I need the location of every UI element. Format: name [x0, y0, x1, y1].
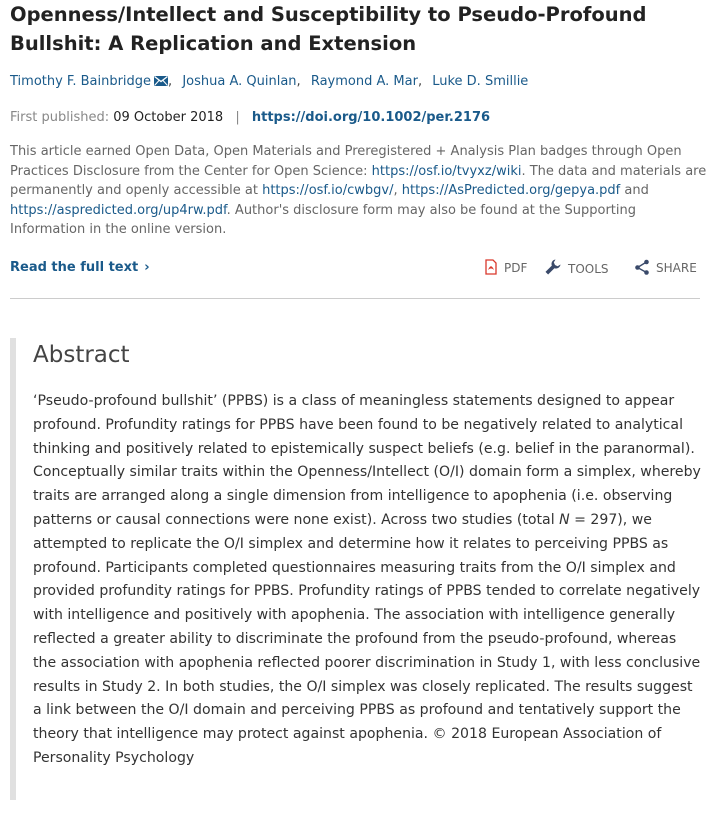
first-published-date: 09 October 2018 — [113, 110, 224, 125]
chevron-right-icon: › — [144, 260, 150, 275]
mail-icon[interactable] — [154, 76, 168, 86]
abstract-text — [33, 390, 703, 771]
read-full-text-link[interactable] — [10, 258, 150, 278]
article-actions-bar — [10, 258, 700, 280]
author-separator: , — [168, 74, 173, 89]
osf-data-link[interactable]: https://osf.io/cwbgv/ — [262, 183, 394, 198]
doi-link[interactable]: https://doi.org/10.1002/per.2176 — [251, 110, 491, 125]
abstract-italic-n: N — [559, 511, 570, 528]
author-separator: , — [417, 74, 423, 89]
aspredicted-gepya-link[interactable]: https://AsPredicted.org/gepya.pdf — [401, 183, 621, 198]
abstract-heading: Abstract — [33, 342, 130, 368]
disclosure-text: . Author's disclosure form may also be found at the Supporting Information in the online version. — [10, 202, 636, 237]
osf-wiki-link[interactable]: https://osf.io/tvyxz/wiki — [371, 163, 522, 179]
author-link-mar[interactable]: Raymond A. Mar — [310, 74, 418, 89]
pdf-label: PDF — [504, 261, 528, 275]
tools-label: TOOLS — [568, 262, 609, 276]
share-button[interactable] — [634, 258, 697, 278]
share-icon — [634, 259, 650, 275]
pub-divider: | — [235, 110, 240, 125]
disclosure-text: , — [393, 183, 402, 198]
author-separator: , — [296, 74, 301, 89]
first-published-label: First published: — [10, 110, 110, 125]
section-divider — [10, 298, 700, 299]
author-list — [10, 72, 710, 92]
disclosure-text: This article earned Open Data, Open Materials and Preregistered + Analysis Plan badges through Open Practices Disclosure from the Center for Open Science: — [10, 144, 682, 179]
share-label: SHARE — [656, 261, 697, 275]
open-practices-disclosure — [10, 142, 710, 240]
disclosure-text: and — [620, 183, 649, 198]
pdf-icon — [484, 259, 498, 275]
abstract-text-part: = 297), we attempted to replicate the O/I simplex and determine how it relates to perceiving PPBS as profound. Participants completed questionnaires measuring traits from the O/I simplex and provided profundity ratings for PPBS. Profundity ratings of PPBS tended to correlate negatively with intelligence and positively with apophenia. The association with intelligence generally reflected a greater ability to discriminate the profound from the pseudo-profound, whereas the association with apophenia reflected poorer discrimination in Study 1, with less conclusive results in Study 2. In both studies, the O/I simplex was closely replicated. The results suggest a link between the O/I domain and perceiving PPBS as profound and tentatively support the theory that intelligence may protect against apophenia. © 2018 European Association of Personality Psychology — [33, 511, 701, 766]
pdf-button[interactable] — [484, 258, 527, 278]
abstract-text-part: ‘Pseudo-profound bullshit’ (PPBS) is a class of meaningless statements designed to appear profound. Profundity ratings for PPBS have been found to be negatively related to analytical thinking and positively related to epistemically suspect beliefs (e.g. belief in the paranormal). Conceptually similar traits within the Openness/Intellect (O/I) domain form a simplex, whereby traits are arranged along a single dimension from intelligence to apophenia (i.e. observing patterns or causal connections were none exist). Across two studies (total — [33, 393, 701, 528]
abstract-section — [10, 338, 705, 800]
author-link-quinlan[interactable]: Joshua A. Quinlan — [182, 74, 297, 89]
author-link-smillie[interactable]: Luke D. Smillie — [432, 74, 529, 89]
publication-info — [10, 108, 710, 128]
tools-button[interactable] — [544, 258, 609, 279]
wrench-icon — [544, 258, 562, 276]
aspredicted-up4rw-link[interactable]: https://aspredicted.org/up4rw.pdf — [10, 202, 227, 218]
disclosure-text: . The data and materials are permanently and openly accessible at — [10, 163, 707, 198]
read-full-text-label: Read the full text — [10, 260, 139, 275]
article-title: Openness/Intellect and Susceptibility to Pseudo-Profound Bullshit: A Replication and Extension — [10, 3, 647, 55]
author-link-bainbridge[interactable]: Timothy F. Bainbridge — [10, 74, 152, 89]
